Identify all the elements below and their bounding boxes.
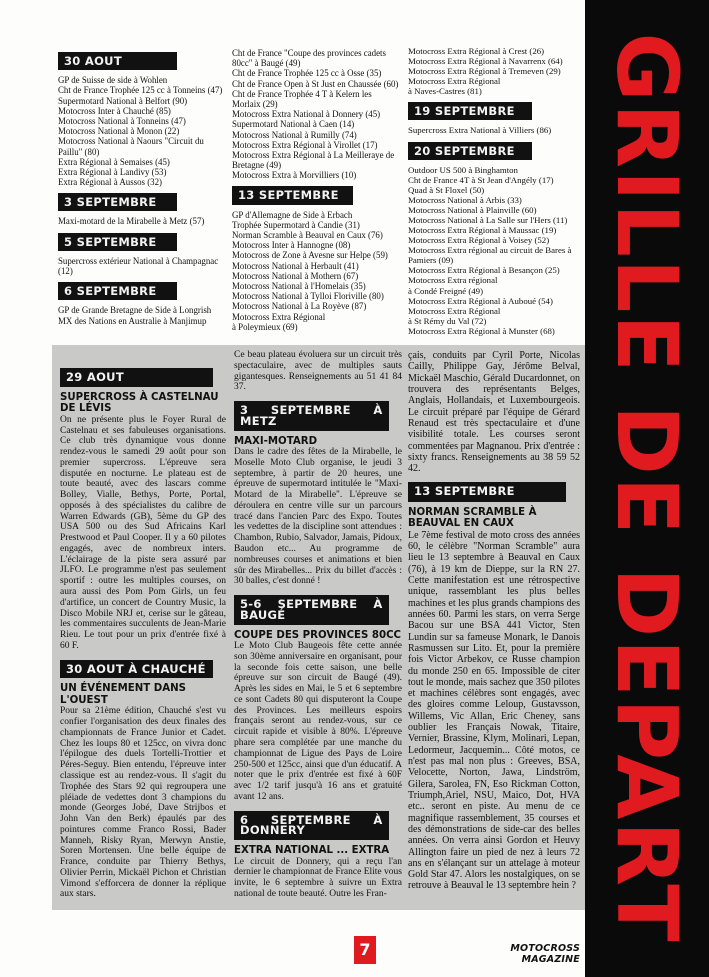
event-line: Motocross National à Plainville (60) bbox=[408, 204, 537, 215]
event-line: Supercross extérieur National à Champagnac (12) bbox=[58, 255, 219, 276]
event-line: Cht de France "Coupe des provinces cadets 80cc" à Baugé (49) bbox=[232, 48, 386, 69]
event-line: Motocross National à Naours "Circuit du Paillu" (80) bbox=[58, 136, 204, 157]
article-column-3 bbox=[408, 350, 580, 900]
event-line: GP de Suisse de side à Wohlen bbox=[58, 75, 168, 86]
event-line: Extra Régional à Semaises (45) bbox=[58, 156, 170, 167]
article-body: On ne présente plus le Foyer Rural de Castelnau et ses fabuleuses organisations. Ce club très dynamique vous donne rendez-vous le samedi 29 août pour son premier supercross. L'épreuve sera disputée en nocturne. Le plateau est de toute beauté, avec des lascars comme Bolley, Vialle, Bethys, Porte, Portal, opposés à des spécialistes du calibre de Warren Edwards (GB), 5ème du GP des USA 500 ou des Sud Africains Karl Prestwood et Paul Cooper. Il y a 60 pilotes engagés, avec de nombreux inters. L'éclairage de la piste sera assuré par JLFO. Le programme n'est pas seulement sportif : outre les multiples courses, on aura aussi des Pom Pom Girls, un feu d'artifice, un concert de Country Music, la Disco Mobile NRJ et, cerise sur le gâteau, les commentaires succulents de Jean-Marie Rieu. Le tout pour un prix d'entrée fixé à 60 F. bbox=[60, 414, 226, 651]
article-date-header: 13 SEPTEMBRE bbox=[408, 482, 566, 501]
article-body: Le Moto Club Baugeois fête cette année son 30ème anniversaire en organisant, pour la seconde fois cette saison, une belle épreuve sur son circuit de Baugé (49). Après les sides en Mai, le 5 et 6 septembre ce sont Cadets 80 qui disputeront la Coupe des Provinces. Les meilleurs espoirs français seront au rendez-vous, sur ce circuit rapide et visible à 80%. L'épreuve phare sera complétée par une manche du championnat de Ligue des Pays de Loire 250-500 et 125cc, ainsi que d'un éducatif. A noter que le prix d'entrée est fixé à 60F avec 1/2 tarif jusqu'à 16 ans et gratuité avant 12 ans. bbox=[234, 641, 402, 802]
event-line: Maxi-motard de la Mirabelle à Metz (57) bbox=[58, 216, 205, 227]
date-header: 20 SEPTEMBRE bbox=[408, 142, 532, 160]
article-block bbox=[234, 401, 402, 587]
article-block bbox=[60, 368, 226, 652]
calendar-date-group bbox=[58, 193, 223, 226]
date-header: 30 AOUT bbox=[58, 52, 177, 70]
calendar-date-group bbox=[232, 48, 400, 180]
article-block bbox=[234, 595, 402, 803]
article-subtitle: NORMAN SCRAMBLE À BEAUVAL EN CAUX bbox=[408, 506, 537, 530]
date-header: 13 SEPTEMBRE bbox=[232, 186, 353, 204]
event-line: Motocross Extra Régional à Voisey (52) bbox=[408, 235, 550, 246]
event-line: Motocross National à Arbis (33) bbox=[408, 194, 522, 205]
article-subtitle: COUPE DES PROVINCES 80CC bbox=[234, 629, 402, 641]
event-line: Cht de France Trophée 125 cc à Tonneins (47) bbox=[58, 85, 223, 96]
article-block bbox=[234, 811, 402, 900]
article-body: Le 7ème festival de moto cross des années 60, le célèbre "Norman Scramble" aura lieu le 13 septembre à Beauval en Caux (76), à 19 km de Dieppe, sur la RN 27. Cette manifestation est une rétrospective unique, rassemblant les plus belles machines et les plus grands champions des années 60. Parmi les stars, on verra Serge Bacou sur une BSA 441 Victor, Sten Lundin sur sa fameuse Monark, le Danois Rasmussen sur Lito. Et, pour la première fois Victor Arbekov, ce Russe champion du monde 250 en 65. Impossible de citer tout le monde, mais sachez que 350 pilotes et machines célèbres sont engagés, avec des gloires comme Leloup, Gustavsson, Willems, Vic Allan, Eric Cheney, sans oublier les Français Nowak, Titaire, Vernier, Brassine, Klym, Molinari, Lepan, Ledormeur, Jacquemin... Côté motos, ce n'est pas mal non plus : Greeves, BSA, Velocette, Norton, Jawa, Lindström, Gilera, Sarolea, FN, Eso Rickman Cotton, Triumph,Ariel, NSU, Maico, Dot, HVA etc.. seront en piste. Au menu de ce magnifique rassemblement, 35 courses et des démonstrations de side-car des belles années. On verra ainsi Gordon et Heuvy Allington faire un pied de nez à leurs 72 ans en s'élançant sur un attelage à moteur Gold Star 47. Alors les nostalgiques, on se retrouve à Beauval le 13 septembre hein ? bbox=[408, 529, 580, 892]
calendar-date-group bbox=[408, 46, 580, 96]
date-header: 5 SEPTEMBRE bbox=[58, 233, 177, 251]
event-line: GP de Grande Bretagne de Side à Longrish bbox=[58, 305, 212, 316]
magazine-name: MOTOCROSS MAGAZINE bbox=[510, 943, 580, 965]
article-date-header: 3 SEPTEMBRE À METZ bbox=[234, 401, 389, 431]
article-block bbox=[234, 350, 402, 393]
article-body: Dans le cadre des fêtes de la Mirabelle, le Moselle Moto Club organise, le jeudi 3 septembre, à partir de 20 heures, une épreuve de supermotard intitulée le "Maxi-Motard de la Mirabelle". L'épreuve se déroulera en centre ville sur un parcours tracé dans l'ancien Parc des Expo. Toutes les vedettes de la discipline sont attendues : Chambon, Rubio, Salvador, Jamais, Pidoux, Baudon etc... Au programme de nombreuses courses et animations et bien sûr des Mirabelles... Prix du billet d'accès : 30 balles, c'est donné ! bbox=[234, 447, 402, 587]
article-subtitle: SUPERCROSS À CASTELNAU DE LÉVIS bbox=[60, 391, 219, 415]
event-line: Motocross National à l'Homelais (35) bbox=[232, 280, 366, 291]
event-line: Cht de France 4T à St Jean d'Angély (17) bbox=[408, 174, 554, 185]
event-line: Cht de France Open à St Just en Chaussée (60) bbox=[232, 78, 399, 89]
event-line: à St Rémy du Val (72) bbox=[408, 315, 487, 326]
event-line: Motocross Inter à Chauché (85) bbox=[58, 105, 171, 116]
article-date-header: 29 AOUT bbox=[60, 368, 213, 387]
article-subtitle: MAXI-MOTARD bbox=[234, 435, 318, 447]
event-line: MX des Nations en Australie à Manjimup bbox=[58, 315, 207, 326]
event-line: Motocross National à La Salle sur l'Hers (11) bbox=[408, 215, 568, 226]
calendar-column-3 bbox=[408, 46, 580, 342]
article-block bbox=[408, 350, 580, 474]
event-line: Motocross Extra à Morvilliers (10) bbox=[232, 170, 357, 181]
article-subtitle: UN ÉVÉNEMENT DANS L'OUEST bbox=[60, 683, 186, 706]
article-block bbox=[408, 482, 580, 891]
article-date-header: 5-6 SEPTEMBRE À BAUGÉ bbox=[234, 595, 389, 625]
article-body: Le circuit de Donnery, qui a reçu l'an dernier le championnat de France Elite vous invite, le 6 septembre à suivre un Extra national de toute beauté. Outre les Fran- bbox=[234, 856, 402, 899]
calendar-column-2 bbox=[232, 48, 400, 338]
event-line: Motocross Extra Régional à Auboué (54) bbox=[408, 295, 553, 306]
event-line: Motocross Extra National à Donnery (45) bbox=[232, 109, 381, 120]
page-number: 7 bbox=[354, 936, 376, 964]
event-line: GP d'Allemagne de Side à Erbach bbox=[232, 209, 353, 220]
event-line: Motocross Extra Régional à Besançon (25) bbox=[408, 265, 560, 276]
event-line: Cht de France Trophée 125 cc à Osse (35) bbox=[232, 68, 382, 79]
event-line: Motocross de Zone à Avesne sur Helpe (59) bbox=[232, 250, 388, 261]
event-line: Motocross National à Monon (22) bbox=[58, 126, 180, 137]
event-line: Motocross Extra Régional à Munster (68) bbox=[408, 325, 555, 336]
date-header: 3 SEPTEMBRE bbox=[58, 193, 177, 211]
event-line: Motocross Extra Régional à La Meilleraye de Bretagne (49) bbox=[232, 149, 395, 171]
event-line: Quad à St Floxel (50) bbox=[408, 184, 485, 195]
calendar-date-group bbox=[408, 102, 580, 135]
event-line: Motocross Extra Régional à Maussac (19) bbox=[408, 225, 557, 236]
event-line: Outdoor US 500 à Binghamton bbox=[408, 164, 518, 175]
event-line: Motocross Extra Régional à Navarrenx (64) bbox=[408, 56, 563, 67]
article-date-header: 30 AOUT À CHAUCHÉ bbox=[60, 660, 213, 679]
article-body: Ce beau plateau évoluera sur un circuit très spectaculaire, avec de multiples sauts gigantesques. Renseignements au 51 41 84 37. bbox=[234, 350, 402, 393]
event-line: Motocross Extra Régional bbox=[408, 76, 501, 87]
event-line: Trophée Supermotard à Candie (31) bbox=[232, 219, 360, 230]
event-line: Motocross National à La Royève (87) bbox=[232, 301, 367, 312]
event-line: Norman Scramble à Beauval en Caux (76) bbox=[232, 230, 383, 240]
event-line: Motocross Extra Régional bbox=[232, 311, 326, 322]
event-line: Motocross National à Mothern (67) bbox=[232, 270, 359, 281]
date-header: 19 SEPTEMBRE bbox=[408, 102, 532, 120]
event-line: Motocross National à Tonneins (47) bbox=[58, 115, 186, 126]
event-line: Extra Régional à Landivy (53) bbox=[58, 166, 167, 177]
event-line: Motocross National à Herbault (41) bbox=[232, 260, 359, 271]
article-column-1 bbox=[60, 366, 226, 908]
article-body: Pour sa 21ème édition, Chauché s'est vu confier l'organisation des deux finales des championnats de France Junior et Cadet. Chez les loups 80 et 125cc, on vivra donc l'épilogue des duels Tortelli-Trottier et Péres-Seguy. Bien entendu, l'épreuve inter classique est au rendez-vous. Il s'agit du Trophée des Stars 92 qui regroupera une pléiade de vedettes dont 3 champions du monde (Georges Jobé, Dave Strijbos et John Van den Berk) épaulés par des pointures comme Franco Rossi, Bader Manneh, Risky Ryan, Merwyn Anstie, Soren Mortensen. Une belle équipe de France, conduite par Thierry Bethys, Olivier Perrin, Mickaël Pichon et Christian Vimond s'efforcera de donner la réplique aux stars. bbox=[60, 706, 226, 900]
event-line: Supermotard National à Belfort (90) bbox=[58, 95, 188, 106]
event-line: Motocross Inter à Hannogne (08) bbox=[232, 240, 351, 251]
article-block bbox=[60, 660, 226, 901]
article-date-header: 6 SEPTEMBRE À DONNERY bbox=[234, 811, 389, 841]
event-line: à Naves-Castres (81) bbox=[408, 86, 482, 97]
event-line: Supermotard National à Caen (14) bbox=[232, 119, 355, 130]
event-line: Cht de France Trophée 4 T à Kelern les Morlaix (29) bbox=[232, 88, 372, 109]
article-body: çais, conduits par Cyril Porte, Nicolas Cailly, Philippe Gay, Jérôme Belval, Mickaël Maschio, Gérald Ducardonnet, on trouvera des représentants Belges, Anglais, Hollandais, et Luxembourgeois. Le circuit préparé par l'équipe de Gérard Renaud est très spectaculaire et d'une visibilité totale. Les courses seront commentées par Magnanou. Prix d'entrée : sixty francs. Renseignements au 38 59 52 42. bbox=[408, 350, 580, 475]
calendar-date-group bbox=[58, 233, 223, 277]
event-line: Motocross Extra Régional bbox=[408, 305, 501, 316]
article-column-2 bbox=[234, 350, 402, 908]
event-line: Motocross National à Rumilly (74) bbox=[232, 129, 357, 140]
event-line: à Poleymieux (69) bbox=[232, 321, 298, 332]
calendar-date-group bbox=[232, 186, 400, 331]
date-header: 6 SEPTEMBRE bbox=[58, 282, 177, 300]
calendar-date-group bbox=[58, 52, 223, 187]
event-line: Motocross Extra Régional à Crest (26) bbox=[408, 46, 545, 56]
event-line: Motocross Extra Régional à Virollet (17) bbox=[232, 139, 378, 150]
calendar-date-group bbox=[58, 282, 223, 326]
calendar-date-group bbox=[408, 142, 580, 336]
event-line: à Condé Freigné (49) bbox=[408, 285, 483, 296]
event-line: Motocross Extra régional au circuit de Bares à Pamiers (09) bbox=[408, 245, 572, 266]
calendar-column-1 bbox=[58, 52, 223, 332]
event-line: Motocross National à Tylloi Floriville (80) bbox=[232, 291, 384, 302]
event-line: Extra Régional à Aussos (32) bbox=[58, 177, 163, 188]
article-subtitle: EXTRA NATIONAL ... EXTRA bbox=[234, 845, 390, 857]
banner-title: GRILLE DE DEPART bbox=[598, 32, 696, 944]
event-line: Motocross Extra régional bbox=[408, 275, 498, 286]
event-line: Motocross Extra Régional à Tremeven (29) bbox=[408, 66, 561, 77]
event-line: Supercross Extra National à Villiers (86) bbox=[408, 125, 552, 136]
